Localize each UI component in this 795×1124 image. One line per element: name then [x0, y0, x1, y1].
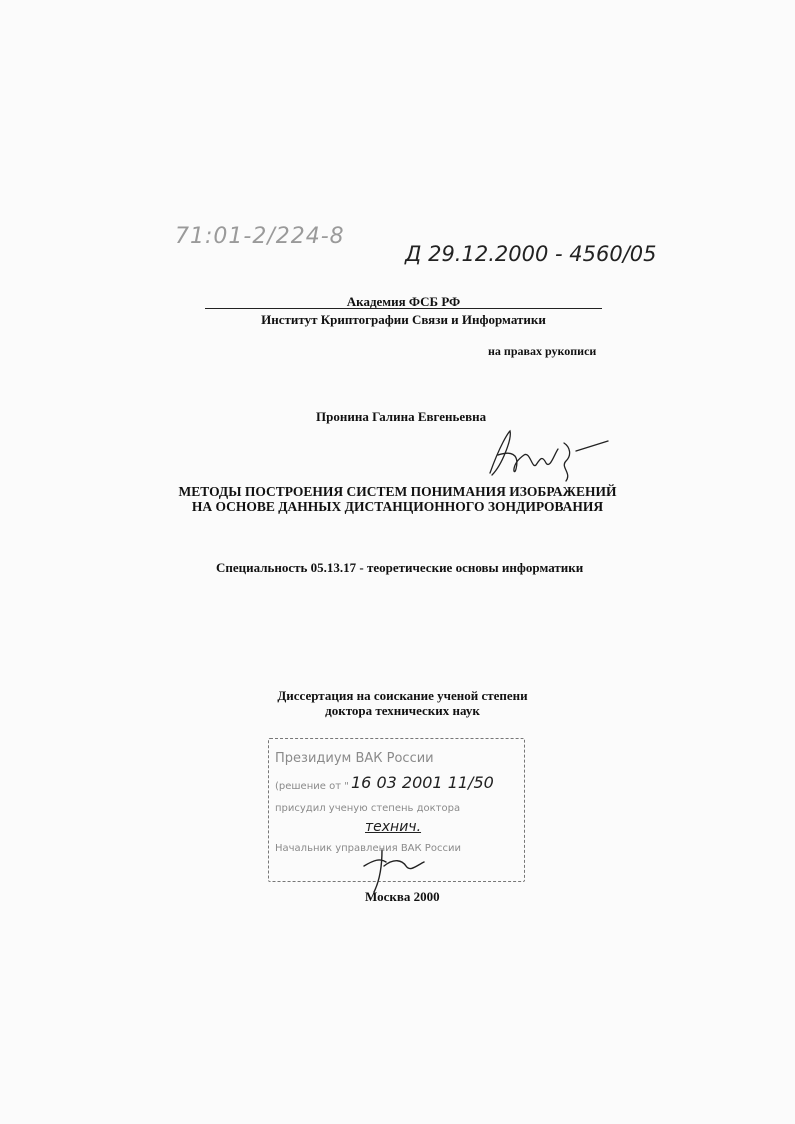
handwritten-archive-code: 71:01-2/224-8 [175, 224, 345, 249]
stamp-row-head: Начальник управления ВАК России [275, 843, 461, 854]
official-signature [360, 836, 430, 896]
degree-line1: Диссертация на соискание ученой степени [277, 688, 528, 703]
degree-line2: доктора технических наук [325, 703, 480, 718]
stamp-decision-date-handwritten: 16 03 2001 11/50 [351, 773, 494, 792]
author-name: Пронина Галина Евгеньевна [316, 409, 487, 424]
dissertation-title-line1: МЕТОДЫ ПОСТРОЕНИЯ СИСТЕМ ПОНИМАНИЯ ИЗОБРАЖЕНИЙ [178, 484, 617, 499]
author-signature [480, 425, 610, 485]
specialty: Специальность 05.13.17 - теоретические основы информатики [216, 560, 584, 575]
stamp-row-degree: присудил ученую степень доктора [275, 803, 461, 814]
stamp-row-decision: (решение от " [275, 781, 349, 792]
dissertation-title-line2: НА ОСНОВЕ ДАННЫХ ДИСТАНЦИОННОГО ЗОНДИРОВАНИЯ [191, 499, 604, 514]
manuscript-rights: на правах рукописи [488, 344, 597, 358]
handwritten-registration-number: Д 29.12.2000 - 4560/05 [405, 242, 657, 266]
academy-title: Академия ФСБ РФ [346, 294, 461, 309]
stamp-degree-handwritten: технич. [365, 819, 422, 835]
institute-title: Институт Криптографии Связи и Информатики [261, 312, 546, 327]
city-year: Москва 2000 [365, 889, 440, 904]
stamp-row-presidium: Президиум ВАК России [275, 751, 434, 766]
